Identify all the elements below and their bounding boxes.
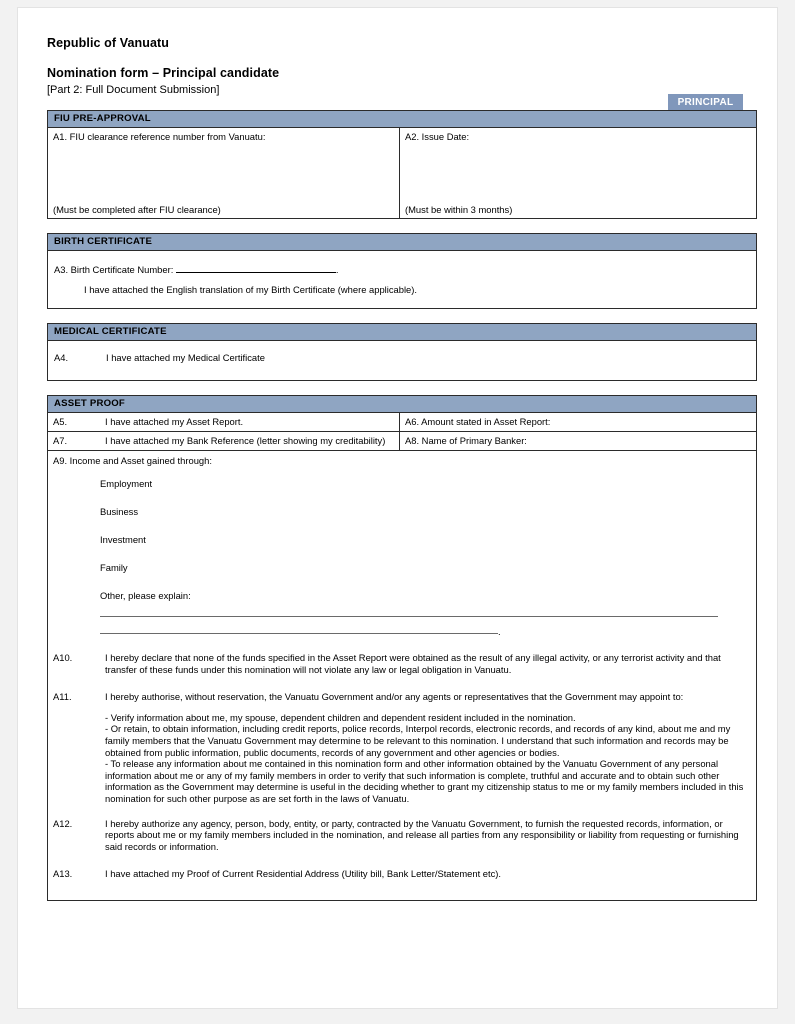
a4-text: I have attached my Medical Certificate <box>106 352 265 363</box>
a12-code: A12. <box>53 817 73 829</box>
a12-body <box>105 818 746 853</box>
a9-explain-line-2[interactable] <box>100 632 498 634</box>
table-row <box>48 413 756 432</box>
a9-explain-line-1[interactable] <box>100 615 718 617</box>
status-badge: PRINCIPAL <box>668 94 743 112</box>
form-content <box>47 36 757 901</box>
list-item[interactable]: Other, please explain: <box>100 590 191 601</box>
field-a2-issue-date[interactable] <box>400 128 756 218</box>
field-a6-amount-stated[interactable] <box>400 413 756 431</box>
a9-period: . <box>498 626 501 637</box>
document-page <box>18 8 777 1008</box>
declarations-list <box>48 637 756 900</box>
a7-text: I have attached my Bank Reference (letter showing my creditability) <box>105 435 386 446</box>
a2-label: A2. Issue Date: <box>405 131 470 142</box>
a5-code: A5. <box>53 416 68 427</box>
page-title: Nomination form – Principal candidate <box>47 66 280 80</box>
a9-label: A9. Income and Asset gained through: <box>53 455 212 466</box>
a13-body <box>105 868 746 880</box>
section-title-birth: BIRTH CERTIFICATE <box>48 234 756 251</box>
table-row <box>48 432 756 451</box>
section-birth-certificate <box>47 233 757 309</box>
fiu-row <box>48 128 756 218</box>
a1-note: (Must be completed after FIU clearance) <box>53 203 221 215</box>
part-label: [Part 2: Full Document Submission] <box>47 84 220 96</box>
birth-body <box>48 251 756 308</box>
a5-text: I have attached my Asset Report. <box>105 416 244 427</box>
list-item: - To release any information about me contained in this nomination form and other information obtained by the Vanuatu Government of any personal information about me or any of my family members in order to verify that such information is complete, truthful and accurate and to obtain such other information as the Government may determine is useful in the deciding whether to grant my citizenship status to me or my family members included in this nomination for such other purpose as are set forth in the laws of Vanuatu. <box>105 758 744 804</box>
a4-code: A4. <box>54 352 69 363</box>
a10-body <box>105 652 746 675</box>
list-item: - Verify information about me, my spouse, dependent children and dependent resident included in the nomination. <box>105 711 576 723</box>
a7-code: A7. <box>53 435 68 446</box>
a11-bullet-list <box>105 712 746 805</box>
a11-code: A11. <box>53 691 72 703</box>
list-item: - Or retain, to obtain information, including credit reports, police records, Interpol records, electronic records, and records of any kind, about me and my family members that the Vanuatu Government may determine to be relevant to this nomination. I understand that such information and records may be obtained from public information, public documents, records of any government and other agencies or bodies. <box>105 723 731 758</box>
a11-paragraph: I hereby authorise, without reservation, the Vanuatu Government and/or any agents or representatives that the Government may appoint to: <box>105 691 684 703</box>
a13-code: A13. <box>53 868 73 880</box>
field-a1-fiu-reference[interactable] <box>48 128 400 218</box>
a3-trailing: . <box>335 264 339 275</box>
section-title-medical: MEDICAL CERTIFICATE <box>48 324 756 341</box>
a8-label: A8. Name of Primary Banker: <box>405 435 527 446</box>
section-medical-certificate <box>47 323 757 381</box>
a6-label: A6. Amount stated in Asset Report: <box>405 416 551 427</box>
a2-note: (Must be within 3 months) <box>405 203 513 215</box>
a10-code: A10. <box>53 652 73 663</box>
declaration-a10 <box>48 643 756 677</box>
a3-input-line[interactable] <box>176 263 336 273</box>
a9-explain-lines <box>48 615 756 637</box>
field-a5-asset-report[interactable] <box>48 413 400 431</box>
a3-attachment-statement: I have attached the English translation of my Birth Certificate (where applicable). <box>84 284 417 295</box>
declaration-a11 <box>48 677 756 806</box>
bottom-spacer <box>48 882 756 900</box>
section-title-asset: ASSET PROOF <box>48 396 756 413</box>
section-asset-proof <box>47 395 757 901</box>
a12-paragraph: I hereby authorize any agency, person, body, entity, or party, contracted by the Vanuatu Government, to furnish the requested records, information, or reports about me or my family members included in the nomination, and release all parties from any responsibility or liability from requesting or furnishing said records or information. <box>105 817 739 852</box>
a3-label: A3. Birth Certificate Number: <box>54 264 174 275</box>
document-header <box>47 36 757 108</box>
declaration-a12 <box>48 807 756 855</box>
a1-label: A1. FIU clearance reference number from Vanuatu: <box>53 131 266 142</box>
declaration-a13 <box>48 854 756 882</box>
medical-body <box>48 341 756 380</box>
list-item[interactable]: Business <box>100 506 139 517</box>
list-item[interactable]: Investment <box>100 534 146 545</box>
a9-option-list <box>48 468 756 601</box>
section-fiu-pre-approval <box>47 110 757 219</box>
field-a9-income-source <box>48 451 756 637</box>
a10-paragraph: I hereby declare that none of the funds specified in the Asset Report were obtained as the result of any illegal activity, or any terrorist activity and that transfer of these funds under this nomination will not violate any law or legal obligation in Vanuatu. <box>105 652 721 675</box>
country-title: Republic of Vanuatu <box>47 36 170 50</box>
a9-explain-line-2-wrap <box>100 626 756 637</box>
a13-paragraph: I have attached my Proof of Current Residential Address (Utility bill, Bank Letter/Statement etc). <box>105 868 502 880</box>
field-a3-birth-certificate-number[interactable] <box>54 257 750 276</box>
section-title-fiu: FIU PRE-APPROVAL <box>48 111 756 128</box>
list-item[interactable]: Employment <box>100 478 153 489</box>
field-a8-primary-banker[interactable] <box>400 432 756 450</box>
a11-body <box>105 691 746 804</box>
field-a7-bank-reference[interactable] <box>48 432 400 450</box>
list-item[interactable]: Family <box>100 562 128 573</box>
